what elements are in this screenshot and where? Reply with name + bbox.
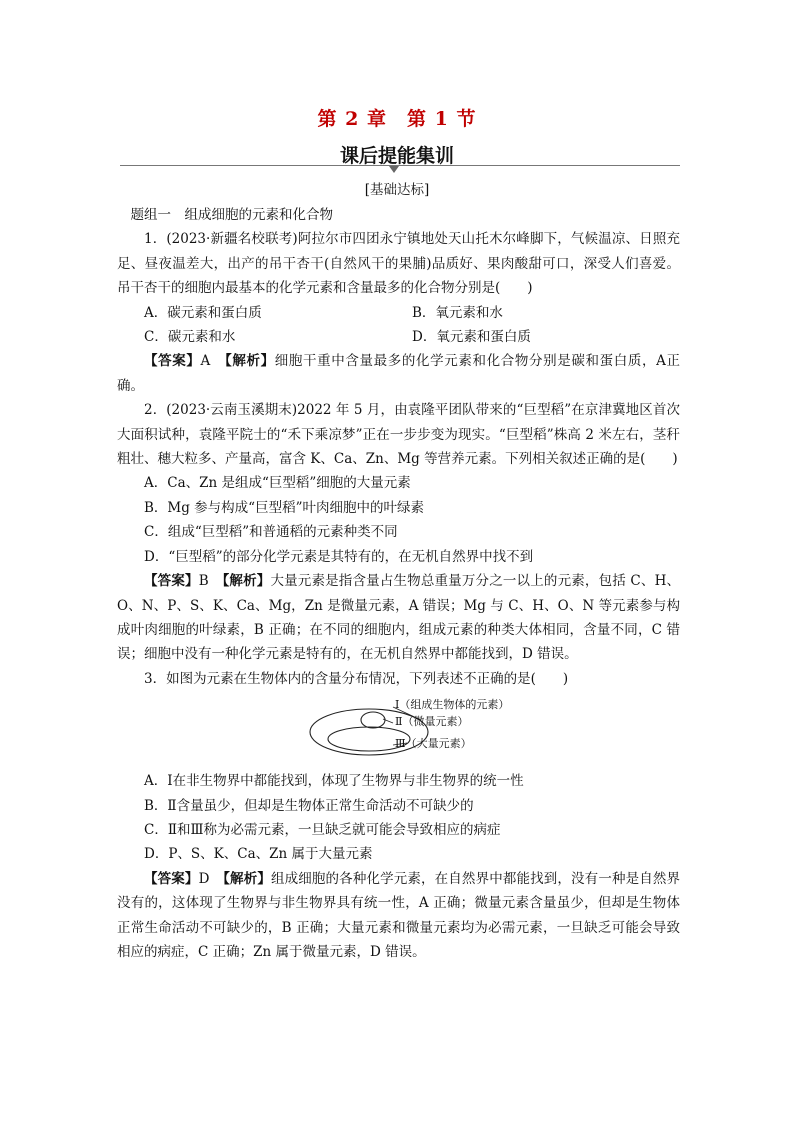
section-label: [基础达标] <box>364 182 430 198</box>
question-1-answer <box>117 349 680 398</box>
question-1-option-a: A．碳元素和蛋白质 <box>144 304 262 321</box>
question-2-stem: 2．(2023·云南玉溪期末)2022 年 5 月，由袁隆平团队带来的“巨型稻”在京津冀地区首次大面积试种，袁隆平院士的“禾下乘凉梦”正在一步步变为现实。“巨型稻”株高 2 米左右，茎秆粗壮、穗大粒多、产量高，富含 K、Ca、Zn、Mg 等营养元素。下列相关叙述正确的是( ) <box>117 402 680 468</box>
figure-label-i: Ⅰ（组成生物体的元素） <box>395 698 510 712</box>
analysis-tag: 【解析】 <box>222 573 271 590</box>
question-1-option-c: C．碳元素和水 <box>144 329 236 346</box>
question-1-option-d: D．氧元素和蛋白质 <box>412 329 531 346</box>
question-1-options-row-1 <box>117 301 680 325</box>
question-2-option-c: C．组成“巨型稻”和普通稻的元素种类不同 <box>144 524 398 541</box>
analysis-text: 大量元素是指含量占生物总重量万分之一以上的元素，包括 C、H、O、N、P、S、K、Ca、Mg，Zn 是微量元素，A 错误；Mg 与 C、H、O、N 等元素参与构成叶肉细胞的叶绿素，B 正确；在不同的细胞内，组成元素的种类大体相同，含量不同，C 错误；细胞中没有一种化学元素是特有的，在无机自然界中都能找到，D 错误。 <box>117 573 681 663</box>
answer-tag: 【答案】 <box>144 353 201 370</box>
analysis-text: 组成细胞的各种化学元素，在自然界中都能找到，没有一种是自然界没有的，这体现了生物界与非生物界具有统一性，A 正确；微量元素含量虽少，但却是生物体正常生命活动不可缺少的，B 正确；大量元素和微量元素均为必需元素，一旦缺乏可能会导致相应的病症，C 正确；Zn 属于微量元素，D 错误。 <box>117 870 681 960</box>
figure-label-iii: Ⅲ（大量元素） <box>395 737 472 751</box>
analysis-tag: 【解析】 <box>223 870 271 887</box>
chapter-title: 第 2 章 第 1 节 <box>317 108 477 130</box>
figure-label-ii: Ⅱ（微量元素） <box>395 715 469 729</box>
question-3-option-b: B．Ⅱ含量虽少，但却是生物体正常生命活动不可缺少的 <box>144 797 474 814</box>
title-divider <box>120 165 680 166</box>
question-3-answer <box>117 867 680 965</box>
answer-tag: 【答案】 <box>144 573 199 590</box>
question-2-option-a: A．Ca、Zn 是组成“巨型稻”细胞的大量元素 <box>144 475 411 492</box>
question-1-option-b: B．氧元素和水 <box>412 304 503 321</box>
element-distribution-figure <box>117 695 680 763</box>
answer-value: A <box>200 353 211 370</box>
analysis-text: 细胞干重中含量最多的化学元素和化合物分别是碳和蛋白质，A正确。 <box>117 353 680 394</box>
question-3-stem: 3．如图为元素在生物体内的含量分布情况，下列表述不正确的是( ) <box>144 670 569 687</box>
analysis-tag: 【解析】 <box>225 353 275 370</box>
main-content <box>117 203 680 964</box>
question-3-option-a: A．Ⅰ在非生物界中都能找到，体现了生物界与非生物界的统一性 <box>144 773 524 790</box>
question-3-option-c: C．Ⅱ和Ⅲ称为必需元素，一旦缺乏就可能会导致相应的病症 <box>144 821 501 838</box>
question-3-option-d: D．P、S、K、Ca、Zn 属于大量元素 <box>144 846 373 863</box>
ellipse-ii <box>361 712 385 728</box>
triangle-down-icon <box>389 166 399 173</box>
page-subtitle: 课后提能集训 <box>339 145 454 167</box>
question-2-option-d: D．“巨型稻”的部分化学元素是其特有的，在无机自然界中找不到 <box>144 548 534 565</box>
question-2-answer <box>117 569 680 667</box>
answer-tag: 【答案】 <box>144 870 199 887</box>
group-title: 题组一 组成细胞的元素和化合物 <box>130 207 333 223</box>
answer-value: B <box>198 573 209 590</box>
answer-value: D <box>198 870 210 887</box>
question-1-stem: 1．(2023·新疆名校联考)阿拉尔市四团永宁镇地处天山托木尔峰脚下，气候温凉、日照充足、昼夜温差大，出产的吊干杏干(自然风干的果脯)品质好、果肉酸甜可口，深受人们喜爱。吊干杏干的细胞内最基本的化学元素和含量最多的化合物分别是( ) <box>117 231 680 297</box>
question-2-option-b: B．Mg 参与构成“巨型稻”叶肉细胞中的叶绿素 <box>144 499 424 516</box>
question-1-options-row-2 <box>117 325 680 349</box>
